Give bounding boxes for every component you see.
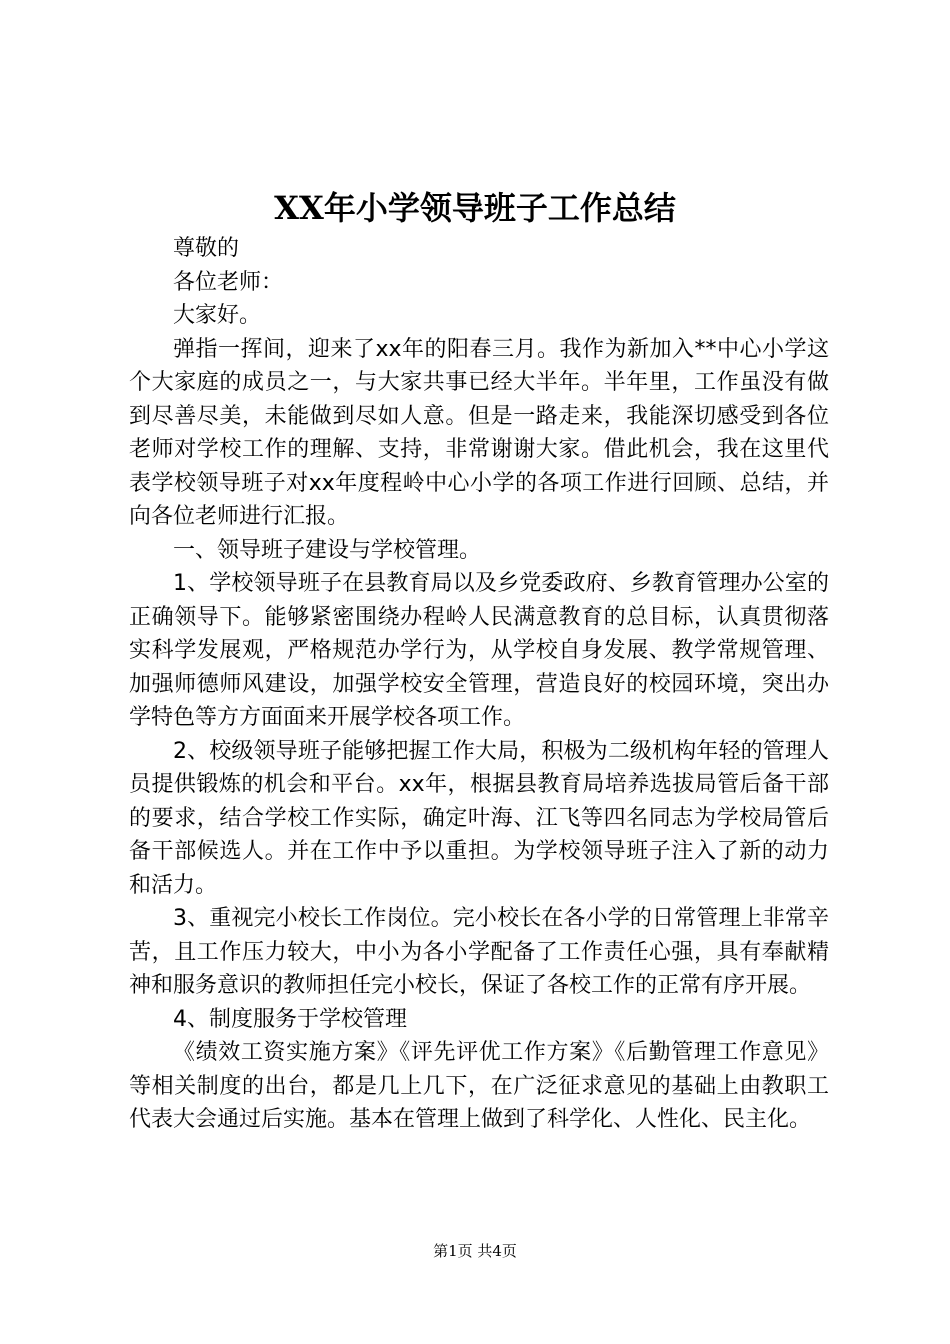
body-paragraph: 《绩效工资实施方案》《评先评优工作方案》《后勤管理工作意见》等相关制度的出台，都是几上几下，在广泛征求意见的基础上由教职工代表大会通过后实施。基本在管理上做到了科学化、人性化、民主化。 (129, 1040, 829, 1132)
body-paragraph: 2、校级领导班子能够把握工作大局，积极为二级机构年轻的管理人员提供锻炼的机会和平台。xx年，根据县教育局培养选拔局管后备干部的要求，结合学校工作实际，确定叶海、江飞等四名同志为学校局管后备干部候选人。并在工作中予以重担。为学校领导班子注入了新的动力和活力。 (129, 738, 829, 898)
greeting-line: 大家好。 (173, 303, 262, 328)
body-paragraph: 3、重视完小校长工作岗位。完小校长在各小学的日常管理上非常辛苦，且工作压力较大，中小为各小学配备了工作责任心强，具有奉献精神和服务意识的教师担任完小校长，保证了各校工作的正常有序开展。 (129, 906, 829, 998)
salutation-line: 各位老师： (173, 269, 284, 295)
section-heading: 一、领导班子建设与学校管理。 (173, 537, 482, 563)
salutation-line: 尊敬的 (173, 236, 240, 261)
body-paragraph: 1、学校领导班子在县教育局以及乡党委政府、乡教育管理办公室的正确领导下。能够紧密围绕办程岭人民满意教育的总目标，认真贯彻落实科学发展观，严格规范办学行为，从学校自身发展、教学常规管理、加强师德师风建设，加强学校安全管理，营造良好的校园环境，突出办学特色等方方面面来开展学校各项工作。 (129, 571, 829, 730)
document-title: XX年小学领导班子工作总结 (274, 189, 676, 227)
subsection-heading: 4、制度服务于学校管理 (173, 1006, 407, 1032)
document-body (129, 232, 829, 1137)
page-number-footer: 第1页 共4页 (433, 1242, 517, 1260)
intro-paragraph: 弹指一挥间，迎来了xx年的阳春三月。我作为新加入**中心小学这个大家庭的成员之一，与大家共事已经大半年。半年里，工作虽没有做到尽善尽美，未能做到尽如人意。但是一路走来，我能深切感受到各位老师对学校工作的理解、支持，非常谢谢大家。借此机会，我在这里代表学校领导班子对xx年度程岭中心小学的各项工作进行回顾、总结，并向各位老师进行汇报。 (129, 336, 829, 529)
